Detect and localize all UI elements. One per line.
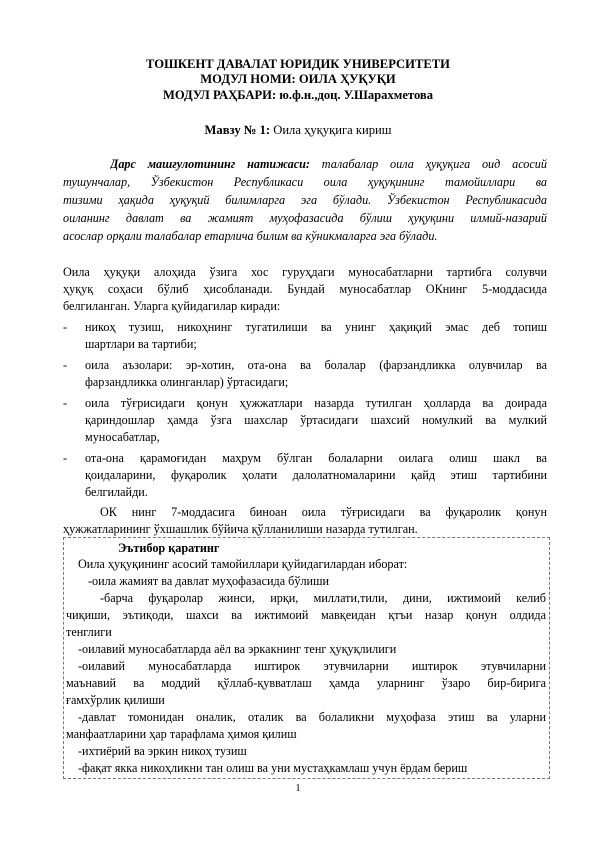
- list-item-3-line-3: муносабатлар,: [85, 430, 160, 444]
- notice-line-11: манфаатларини ҳар тарафлама ҳимоя қилиш: [66, 727, 297, 741]
- topic-line: [0, 123, 596, 138]
- list-item-4-line-1: ота-она қарамоғидан маҳрум бўлган болаларни оилага олиш шакл ва: [85, 451, 547, 465]
- notice-line-7: -оилавий муносабатларда иштирок этувчиларни иштирок этувчиларни: [78, 659, 546, 673]
- closing-line-2: ҳужжатларининг ўхшашлик бўйича қўлланилиши назарда тутилган.: [63, 522, 418, 536]
- notice-line-13: -фақат якка никоҳликни тан олиш ва уни мустаҳкамлаш учун ёрдам бериш: [78, 761, 468, 775]
- notice-line-10: -давлат томонидан оналик, оталик ва болаликни муҳофаза этиш ва уларни: [78, 710, 546, 724]
- page-number: 1: [295, 783, 301, 794]
- notice-line-12: -ихтиёрий ва эркин никоҳ тузиш: [78, 744, 247, 758]
- notice-line-2: -оила жамият ва давлат муҳофазасида бўлиши: [88, 574, 329, 588]
- list-marker: -: [63, 320, 68, 334]
- university-title: ТОШКЕНТ ДАВАЛАТ ЮРИДИК УНИВЕРСИТЕТИ: [146, 57, 450, 71]
- list-marker: -: [63, 396, 68, 410]
- intro-line-2: ҳуқуқ соҳаси бўлиб ҳисобланади. Бундай муносабатлар ОКнинг 5-моддасида: [63, 282, 547, 296]
- list-item-4-line-3: белгилайди.: [85, 485, 148, 499]
- notice-line-4: чиқиши, эътиқоди, шахси ва ижтимоий мавқеидан қтъи назар қонун олдида: [66, 608, 546, 622]
- notice-line-5: тенглиги: [66, 625, 112, 639]
- outcome-line-2: тушунчалар, Ўзбекистон Республикаси оила ҳуқуқининг тамойиллари ва: [63, 175, 547, 189]
- list-marker: -: [63, 358, 68, 372]
- outcome-label: Дарс машғулотининг натижаси:: [110, 157, 310, 171]
- notice-line-3: -барча фуқаролар жинси, ирқи, миллати,тили, дини, ижтимоий келиб: [100, 591, 546, 605]
- module-name: МОДУЛ НОМИ: ОИЛА ҲУҚУҚИ: [200, 72, 396, 86]
- outcome-line-5: асослар орқали талабалар етарлича билим ва кўникмаларга эга бўлади.: [63, 229, 438, 243]
- notice-line-9: ғамхўрлик қилиши: [66, 693, 165, 707]
- notice-line-8: маънавий ва моддий қўллаб-қувватлаш ҳамда уларнинг ўзаро бир-бирига: [66, 676, 546, 690]
- topic-label: Мавзу № 1:: [204, 123, 271, 137]
- outcome-line-4: оиланинг давлат ва жамият муҳофазасида бўлиш ҳуқуқини илмий-назарий: [63, 211, 547, 225]
- topic-title: Оила ҳуқуқига кириш: [270, 123, 392, 137]
- list-marker: -: [63, 451, 68, 465]
- list-item-1-line-2: шартлари ва тартиби;: [85, 337, 197, 351]
- intro-line-1: Оила ҳуқуқи алоҳида ўзига хос гуруҳдаги муносабатларни тартибга солувчи: [63, 265, 547, 279]
- list-item-2-line-2: фарзандликка олинганлар) ўртасидаги;: [85, 375, 289, 389]
- list-item-3-line-2: қариндошлар ҳамда ўзга шахслар ўртасидаги шахсий номулкий ва мулкий: [85, 413, 547, 427]
- module-head: МОДУЛ РАҲБАРИ: ю.ф.н.,доц. У.Шарахметова: [162, 88, 434, 102]
- outcome-line-3: тизими ҳақида ҳуқуқий билимларга эга бўлади. Ўзбекистон Республикасида: [63, 193, 547, 207]
- intro-line-3: белгиланган. Уларга қуйидагилар киради:: [63, 299, 281, 313]
- list-item-4-line-2: қоидаларини, фуқаролик ҳолати далолатномаларини қайд этиш тартибини: [85, 468, 547, 482]
- notice-line-1: Оила ҳуқуқининг асосий тамойиллари қуйидагилардан иборат:: [78, 557, 408, 571]
- notice-line-6: -оилавий муносабатларда аёл ва эркакнинг тенг ҳуқуқлилиги: [78, 642, 397, 656]
- outcome-line-1: Дарс машғулотининг натижаси: талабалар оила ҳуқуқига оид асосий: [110, 157, 547, 171]
- list-item-3-line-1: оила тўғрисидаги қонун ҳужжатлари назарда тутилган ҳолларда ва доирада: [85, 396, 547, 410]
- list-item-2-line-1: оила аъзолари: эр-хотин, ота-она ва болалар (фарзандликка олувчилар ва: [85, 358, 547, 372]
- notice-title: Эътибор қаратинг: [118, 541, 220, 555]
- closing-line-1: ОК нинг 7-моддасига биноан оила тўғрисидаги ва фуқаролик қонун: [100, 505, 547, 519]
- list-item-1-line-1: никоҳ тузиш, никоҳнинг тугатилиши ва унинг ҳақиқий эмас деб топиш: [85, 320, 547, 334]
